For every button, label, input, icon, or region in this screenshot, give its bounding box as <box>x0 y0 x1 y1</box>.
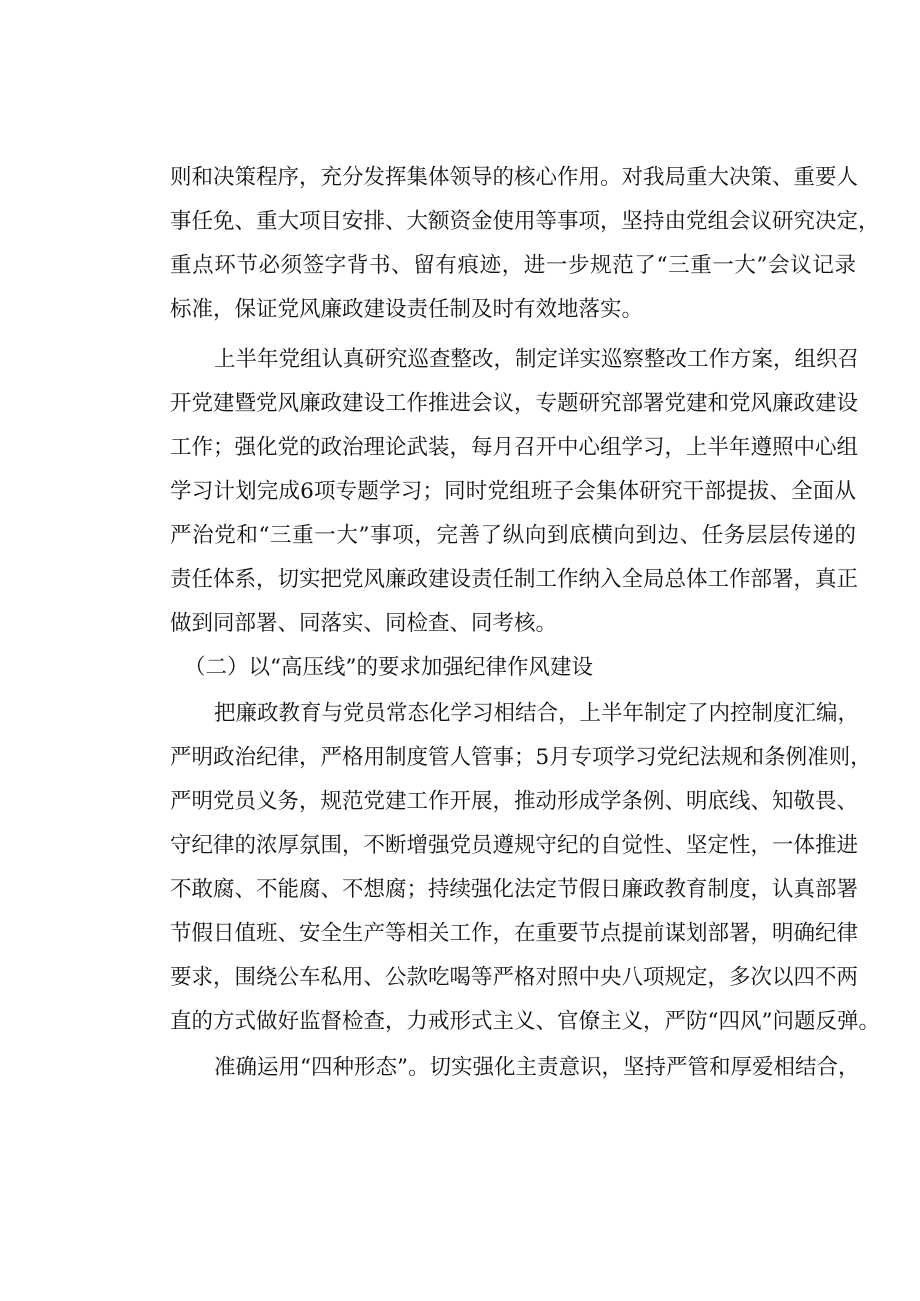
paragraph-line: 上半年党组认真研究巡查整改，制定详实巡察整改工作方案，组织召 <box>214 347 860 372</box>
paragraph-line: 工作；强化党的政治理论武装，每月召开中心组学习，上半年遵照中心组 <box>170 435 859 460</box>
paragraph-line: 严治党和“三重一大”事项，完善了纵向到底横向到边、任务层层传递的 <box>170 523 856 548</box>
section-heading: （二）以“高压线”的要求加强纪律作风建设 <box>184 655 593 680</box>
paragraph-line: 要求，围绕公车私用、公款吃喝等严格对照中央八项规定，多次以四不两 <box>170 965 859 990</box>
paragraph-line: 严明政治纪律，严格用制度管人管事；5月专项学习党纪法规和条例准则， <box>170 745 872 770</box>
paragraph-line: 事任免、重大项目安排、大额资金使用等事项，坚持由党组会议研究决定， <box>170 209 880 234</box>
paragraph-line: 直的方式做好监督检查，力戒形式主义、官僚主义，严防“四风”问题反弹。 <box>170 1009 880 1034</box>
paragraph-line: 不敢腐、不能腐、不想腐；持续强化法定节假日廉政教育制度，认真部署 <box>170 877 859 902</box>
paragraph-line: 做到同部署、同落实、同检查、同考核。 <box>170 611 558 636</box>
paragraph-line: 把廉政教育与党员常态化学习相结合，上半年制定了内控制度汇编， <box>214 701 860 726</box>
paragraph-line: 学习计划完成6项专题学习；同时党组班子会集体研究干部提拔、全面从 <box>170 479 856 504</box>
paragraph-line: 准确运用“四种形态”。切实强化主责意识，坚持严管和厚爱相结合， <box>214 1055 860 1080</box>
paragraph-line: 重点环节必须签字背书、留有痕迹，进一步规范了“三重一大”会议记录 <box>170 253 856 278</box>
paragraph-line: 节假日值班、安全生产等相关工作，在重要节点提前谋划部署，明确纪律 <box>170 921 859 946</box>
paragraph-line: 责任体系，切实把党风廉政建设责任制工作纳入全局总体工作部署，真正 <box>170 567 859 592</box>
paragraph-line: 开党建暨党风廉政建设工作推进会议，专题研究部署党建和党风廉政建设 <box>170 391 859 416</box>
paragraph-line: 严明党员义务，规范党建工作开展，推动形成学条例、明底线、知敬畏、 <box>170 789 859 814</box>
paragraph-line: 标准，保证党风廉政建设责任制及时有效地落实。 <box>170 297 644 322</box>
paragraph-line: 则和决策程序，充分发挥集体领导的核心作用。对我局重大决策、重要人 <box>170 165 859 190</box>
paragraph-line: 守纪律的浓厚氛围，不断增强党员遵规守纪的自觉性、坚定性，一体推进 <box>170 833 859 858</box>
